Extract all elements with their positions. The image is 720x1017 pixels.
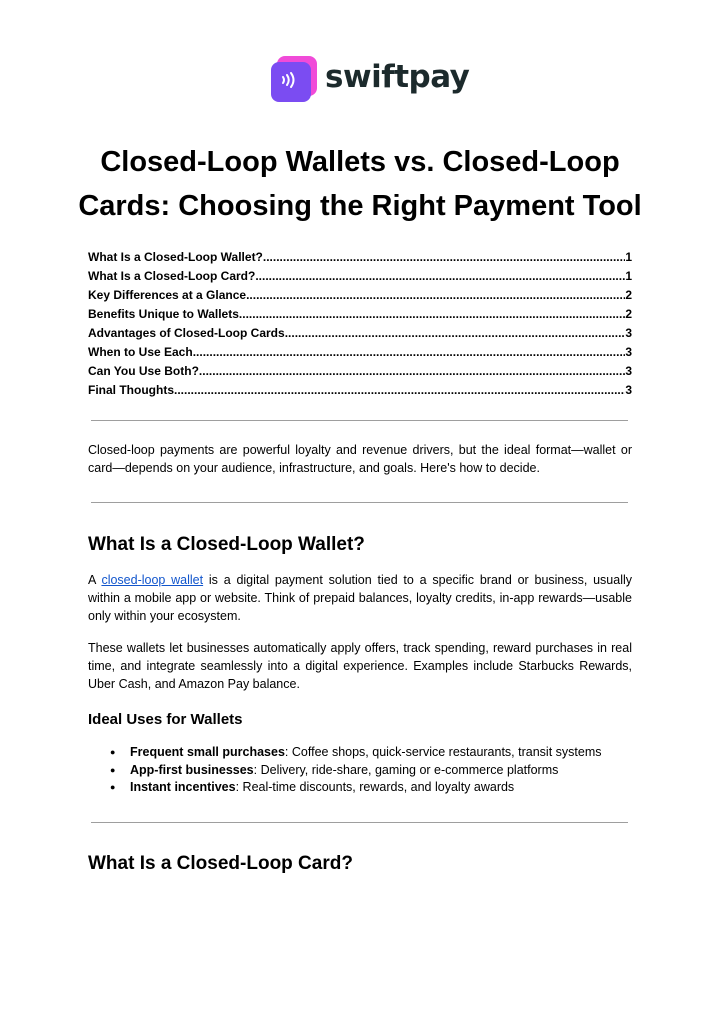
intro-paragraph: Closed-loop payments are powerful loyalty and revenue drivers, but the ideal format—wallet or card—depends on your audience, infrastructure, and goals. Here's how to decide. [88,443,632,475]
toc-entry[interactable] [88,345,632,364]
toc-entry-page[interactable]: 2 [625,307,632,321]
toc-entry[interactable] [88,326,632,345]
toc-entry[interactable] [88,250,632,269]
list-item [110,779,650,797]
toc-entry-page[interactable]: 2 [625,288,632,302]
toc-entry[interactable] [88,288,632,307]
toc-entry-title[interactable]: Key Differences at a Glance [88,288,247,302]
list-item-desc: : Delivery, ride-share, gaming or e-commerce platforms [253,762,559,777]
list-item-desc: : Coffee shops, quick-service restaurants, transit systems [284,745,602,759]
toc-entry-title[interactable]: Benefits Unique to Wallets [88,307,239,321]
list-item [110,762,650,780]
list-item-desc: : Real-time discounts, rewards, and loyalty awards [235,780,515,794]
toc-entry-page[interactable]: 3 [625,383,632,397]
contactless-waves-icon [271,56,317,102]
toc-entry-title[interactable]: Can You Use Both? [88,364,199,378]
list-item-term: App-first businesses [130,762,254,777]
list-item-term: Frequent small purchases [130,745,285,759]
toc-entry-page[interactable]: 3 [625,345,632,359]
swiftpay-logo [271,56,469,102]
paragraph-text: is a digital payment solution tied to a specific brand or business, usually within a mobile app or website. Think of prepaid balances, loyalty credits, in-app rewards—usable only within your ecosystem. [88,573,632,623]
toc-entry-page[interactable]: 3 [625,326,632,340]
toc-entry-title[interactable]: Final Thoughts [88,383,174,397]
toc-entry-title[interactable]: Advantages of Closed-Loop Cards [88,326,285,340]
list-item [110,744,650,762]
toc-entry-page[interactable]: 1 [625,269,632,283]
closed-loop-wallet-link[interactable]: closed-loop wallet [101,573,204,587]
toc-entry[interactable] [88,383,632,402]
toc-entry-title[interactable]: When to Use Each [88,345,193,359]
toc-entry-title[interactable]: What Is a Closed-Loop Card? [88,269,256,283]
wallet-features-paragraph: These wallets let businesses automatically apply offers, track spending, reward purchases in real time, and integrate seamlessly into a digital experience. Examples include Starbucks Rewards, Uber Cash, and Amazon Pay balance. [88,641,632,691]
toc-entry[interactable] [88,269,632,288]
wallet-definition-paragraph [88,571,632,625]
document-title: Closed-Loop Wallets vs. Closed-Loop Cards: Choosing the Right Payment Tool [78,146,642,222]
brand-wordmark: swiftpay [325,59,470,95]
list-item-term: Instant incentives [130,780,236,794]
table-of-contents [88,250,632,402]
paragraph-text: A [88,573,102,587]
section-heading-wallet: What Is a Closed-Loop Wallet? [88,534,365,555]
horizontal-divider [91,822,628,823]
section-heading-card: What Is a Closed-Loop Card? [88,853,353,874]
subheading-ideal-uses: Ideal Uses for Wallets [88,711,243,728]
toc-entry[interactable] [88,364,632,383]
ideal-uses-list [110,744,650,797]
horizontal-divider [91,420,628,421]
toc-entry-page[interactable]: 1 [625,250,632,264]
toc-entry-page[interactable]: 3 [625,364,632,378]
horizontal-divider [91,502,628,503]
toc-entry[interactable] [88,307,632,326]
toc-entry-title[interactable]: What Is a Closed-Loop Wallet? [88,250,263,264]
